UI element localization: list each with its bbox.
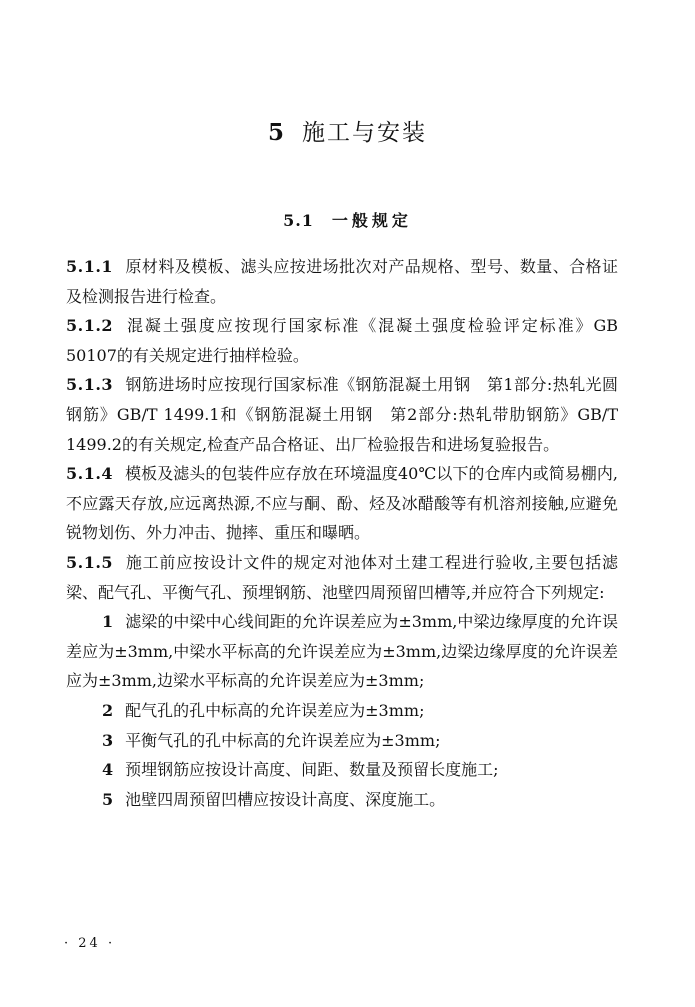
clause-text: 钢筋进场时应按现行国家标准《钢筋混凝土用钢 第1部分:热轧光圆钢筋》GB/T 1499.1和《钢筋混凝土用钢 第2部分:热轧带肋钢筋》GB/T 1499.2的有关规定,检查产品合格证、出厂检验报告和进场复验报告。 bbox=[66, 375, 618, 454]
item-number: 5 bbox=[102, 789, 114, 809]
item-number: 1 bbox=[102, 612, 114, 632]
list-item bbox=[66, 607, 618, 696]
section-number: 5.1 bbox=[283, 211, 314, 230]
clause-number: 5.1.4 bbox=[66, 464, 114, 484]
item-text: 平衡气孔的孔中标高的允许误差应为±3mm; bbox=[125, 730, 441, 750]
clause-number: 5.1.1 bbox=[66, 257, 114, 276]
clause-5-1-5 bbox=[66, 548, 618, 607]
item-number: 4 bbox=[102, 760, 114, 780]
list-item bbox=[66, 696, 618, 726]
clause-text: 原材料及模板、滤头应按进场批次对产品规格、型号、数量、合格证及检测报告进行检查。 bbox=[66, 257, 618, 306]
list-item bbox=[66, 755, 618, 785]
item-text: 预埋钢筋应按设计高度、间距、数量及预留长度施工; bbox=[125, 760, 499, 780]
section-title-text: 一般规定 bbox=[331, 211, 412, 230]
chapter-title-text: 施工与安装 bbox=[302, 120, 427, 146]
clause-number: 5.1.5 bbox=[66, 552, 114, 572]
clause-5-1-2 bbox=[66, 311, 618, 370]
clause-text: 施工前应按设计文件的规定对池体对土建工程进行验收,主要包括滤梁、配气孔、平衡气孔、预埋钢筋、池壁四周预留凹槽等,并应符合下列规定: bbox=[66, 552, 618, 602]
clause-5-1-1 bbox=[66, 252, 618, 311]
clause-text: 模板及滤头的包装件应存放在环境温度40℃以下的仓库内或简易棚内,不应露天存放,应远离热源,不应与酮、酚、烃及冰醋酸等有机溶剂接触,应避免锐物划伤、外力冲击、抛摔、重压和曝晒。 bbox=[66, 464, 618, 543]
item-number: 2 bbox=[102, 700, 114, 720]
item-text: 滤梁的中梁中心线间距的允许误差应为±3mm,中梁边缘厚度的允许误差应为±3mm,中梁水平标高的允许误差应为±3mm,边梁边缘厚度的允许误差应为±3mm,边梁水平标高的允许误差应为±3mm; bbox=[66, 612, 618, 691]
clause-text: 混凝土强度应按现行国家标准《混凝土强度检验评定标准》GB 50107的有关规定进行抽样检验。 bbox=[66, 316, 618, 365]
section-title bbox=[0, 208, 695, 231]
clause-number: 5.1.3 bbox=[66, 375, 114, 395]
chapter-number: 5 bbox=[267, 119, 286, 146]
list-item bbox=[66, 726, 618, 756]
item-text: 配气孔的孔中标高的允许误差应为±3mm; bbox=[125, 700, 425, 720]
clause-5-1-3 bbox=[66, 370, 618, 459]
list-item bbox=[66, 785, 618, 815]
page-number: · 24 · bbox=[64, 936, 116, 951]
clause-number: 5.1.2 bbox=[66, 316, 114, 336]
clause-5-1-4 bbox=[66, 459, 618, 548]
body-text bbox=[66, 252, 618, 814]
chapter-title bbox=[0, 114, 695, 147]
item-text: 池壁四周预留凹槽应按设计高度、深度施工。 bbox=[125, 789, 446, 809]
item-number: 3 bbox=[102, 730, 114, 750]
